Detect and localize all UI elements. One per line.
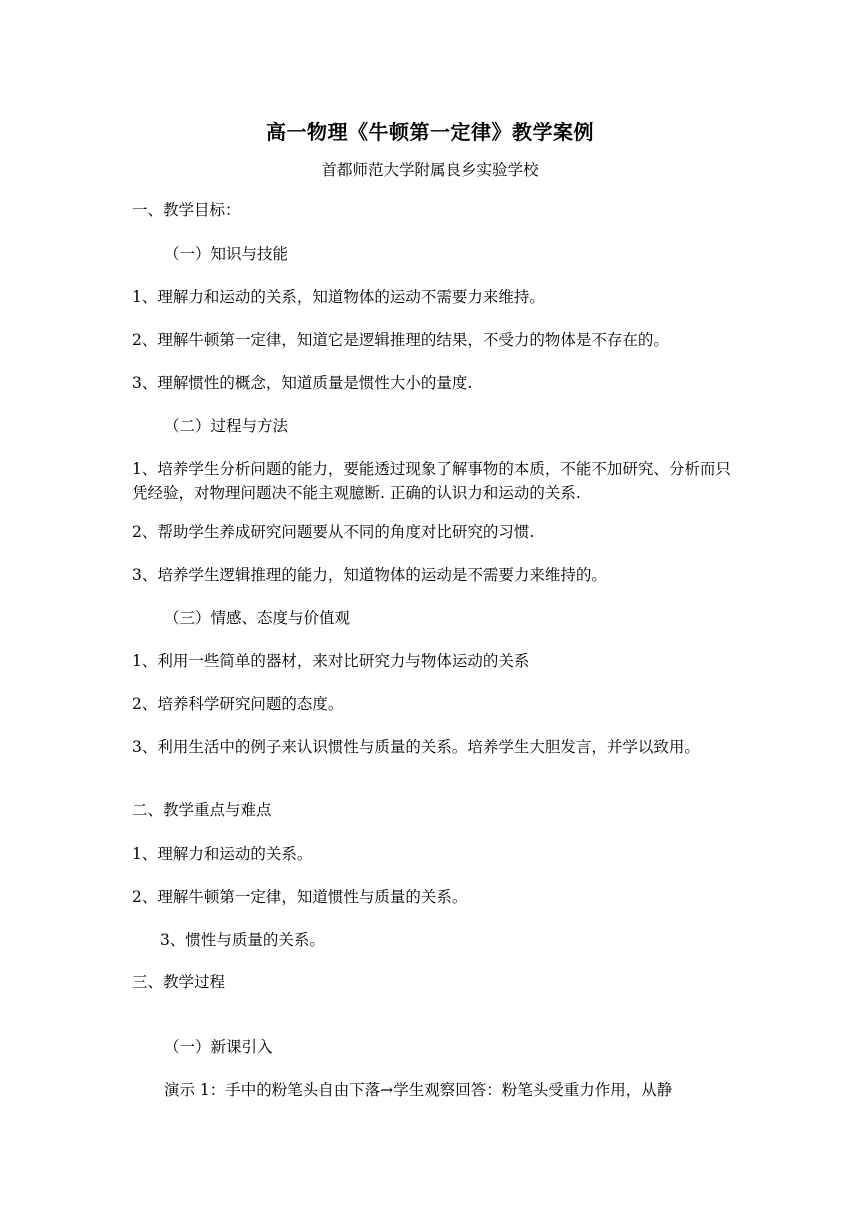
list-item: 3、理解惯性的概念，知道质量是惯性大小的量度.: [132, 374, 473, 392]
list-item: 2、理解牛顿第一定律，知道它是逻辑推理的结果，不受力的物体是不存在的。: [132, 331, 669, 349]
list-item: 3、利用生活中的例子来认识惯性与质量的关系。培养学生大胆发言，并学以致用。: [132, 738, 700, 756]
section-heading-objectives: 一、教学目标：: [132, 201, 241, 219]
list-item: 2、理解牛顿第一定律，知道惯性与质量的关系。: [132, 888, 468, 906]
subsection-heading-intro: （一）新课引入: [164, 1038, 273, 1056]
list-item: 1、理解力和运动的关系，知道物体的运动不需要力来维持。: [132, 288, 545, 306]
document-title: 高一物理《牛顿第一定律》教学案例: [266, 120, 594, 144]
section-heading-process: 三、教学过程: [132, 973, 226, 991]
list-item: 1、利用一些简单的器材，来对比研究力与物体运动的关系: [132, 652, 530, 670]
subsection-heading-process: （二）过程与方法: [164, 417, 289, 435]
list-item: 3、惯性与质量的关系。: [160, 931, 325, 949]
list-item: 1、理解力和运动的关系。: [132, 845, 313, 863]
document-subtitle: 首都师范大学附属良乡实验学校: [321, 161, 539, 179]
list-item: 1、培养学生分析问题的能力，要能透过现象了解事物的本质，不能不加研究、分析而只凭经验，对物理问题决不能主观臆断. 正确的认识力和运动的关系.: [132, 460, 731, 502]
list-item: 3、培养学生逻辑推理的能力，知道物体的运动是不需要力来维持的。: [132, 566, 607, 584]
demo-label: 演示 1: [164, 1081, 210, 1099]
demo-paragraph: [164, 1078, 764, 1102]
demo-text: ：手中的粉笔头自由下落→学生观察回答：粉笔头受重力作用，从静: [209, 1081, 673, 1099]
list-item: 2、帮助学生养成研究问题要从不同的角度对比研究的习惯.: [132, 523, 535, 541]
section-heading-key-points: 二、教学重点与难点: [132, 801, 272, 819]
subsection-heading-knowledge: （一）知识与技能: [164, 245, 289, 263]
list-item: 2、培养科学研究问题的态度。: [132, 695, 344, 713]
subsection-heading-attitude: （三）情感、态度与价值观: [164, 609, 351, 627]
